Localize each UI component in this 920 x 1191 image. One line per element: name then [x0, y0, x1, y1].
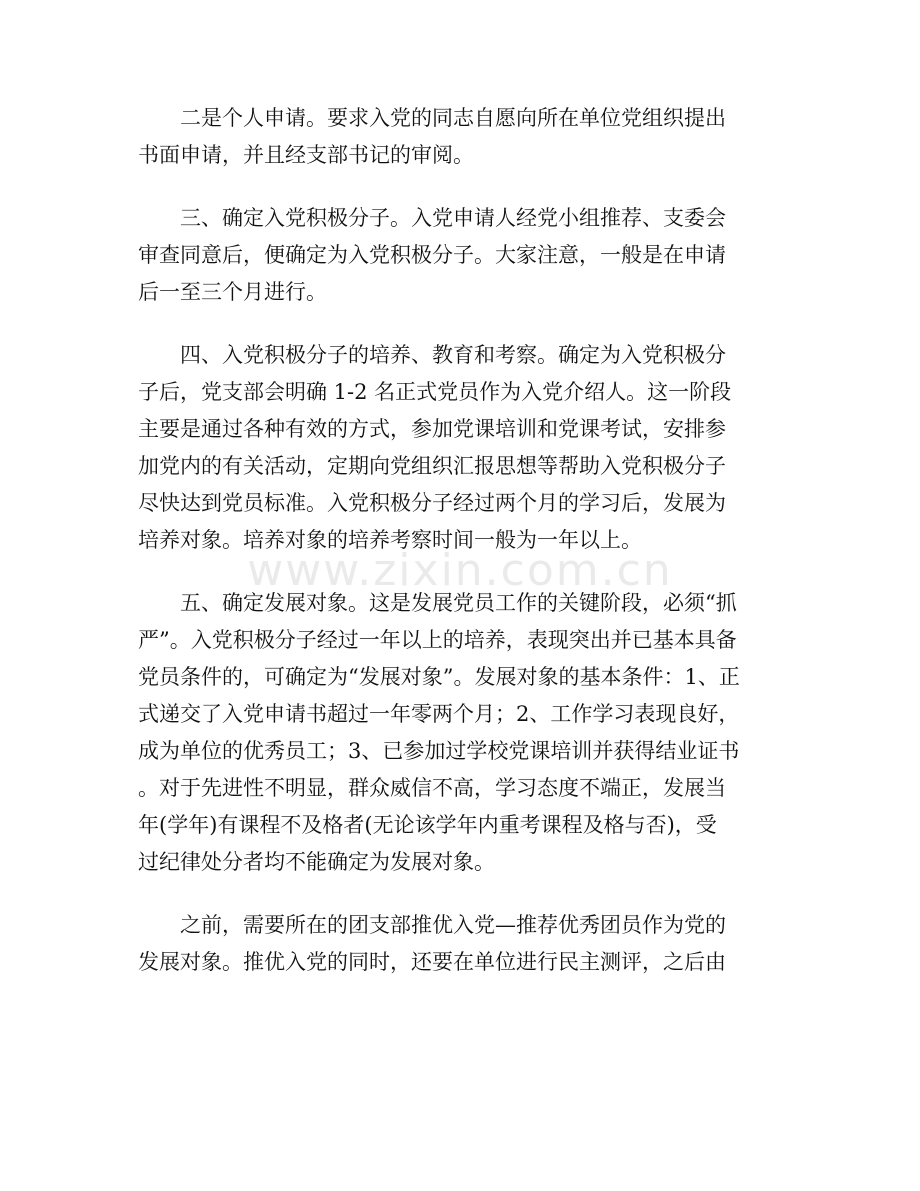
- text-line: 发展对象。推优入党的同时，还要在单位进行民主测评，之后由: [138, 950, 726, 974]
- paragraph: [138, 337, 778, 559]
- text-line: 审查同意后，便确定为入党积极分子。大家注意，一般是在申请: [138, 243, 726, 267]
- text-line: 子后，党支部会明确 1-2 名正式党员作为入党介绍人。这一阶段: [138, 380, 732, 404]
- text-line: 二是个人申请。要求入党的同志自愿向所在单位党组织提出: [138, 106, 726, 130]
- text-line: 尽快达到党员标准。入党积极分子经过两个月的学习后，发展为: [138, 491, 726, 515]
- paragraph: [138, 200, 778, 311]
- text-line: 。对于先进性不明显，群众威信不高，学习态度不端正，发展当: [138, 776, 726, 800]
- text-line: 五、确定发展对象。这是发展党员工作的关键阶段，必须“抓: [138, 591, 737, 615]
- text-line: 党员条件的，可确定为“发展对象”。发展对象的基本条件：1、正: [138, 665, 740, 689]
- text-line: 四、入党积极分子的培养、教育和考察。确定为入党积极分: [138, 343, 726, 367]
- text-line: 成为单位的优秀员工；3、已参加过学校党课培训并获得结业证书: [138, 739, 740, 763]
- text-line: 三、确定入党积极分子。入党申请人经党小组推荐、支委会: [138, 206, 726, 230]
- paragraph: [138, 907, 778, 981]
- paragraph: [138, 100, 778, 174]
- text-line: 主要是通过各种有效的方式，参加党课培训和党课考试，安排参: [138, 417, 726, 441]
- paragraph: [138, 585, 778, 881]
- text-line: 培养对象。培养对象的培养考察时间一般为一年以上。: [138, 528, 642, 552]
- text-line: 过纪律处分者均不能确定为发展对象。: [138, 850, 495, 874]
- text-line: 式递交了入党申请书超过一年零两个月；2、工作学习表现良好，: [138, 702, 740, 726]
- text-line: 之前，需要所在的团支部推优入党—推荐优秀团员作为党的: [138, 913, 726, 937]
- text-line: 严”。入党积极分子经过一年以上的培养，表现突出并已基本具备: [138, 628, 737, 652]
- text-line: 年(学年)有课程不及格者(无论该学年内重考课程及格与否)，受: [138, 813, 717, 837]
- watermark: www.zixin.com.cn: [247, 545, 673, 596]
- document-body: [138, 100, 778, 1007]
- text-line: 后一至三个月进行。: [138, 280, 327, 304]
- text-line: 书面申请，并且经支部书记的审阅。: [138, 143, 474, 167]
- text-line: 加党内的有关活动，定期向党组织汇报思想等帮助入党积极分子: [138, 454, 726, 478]
